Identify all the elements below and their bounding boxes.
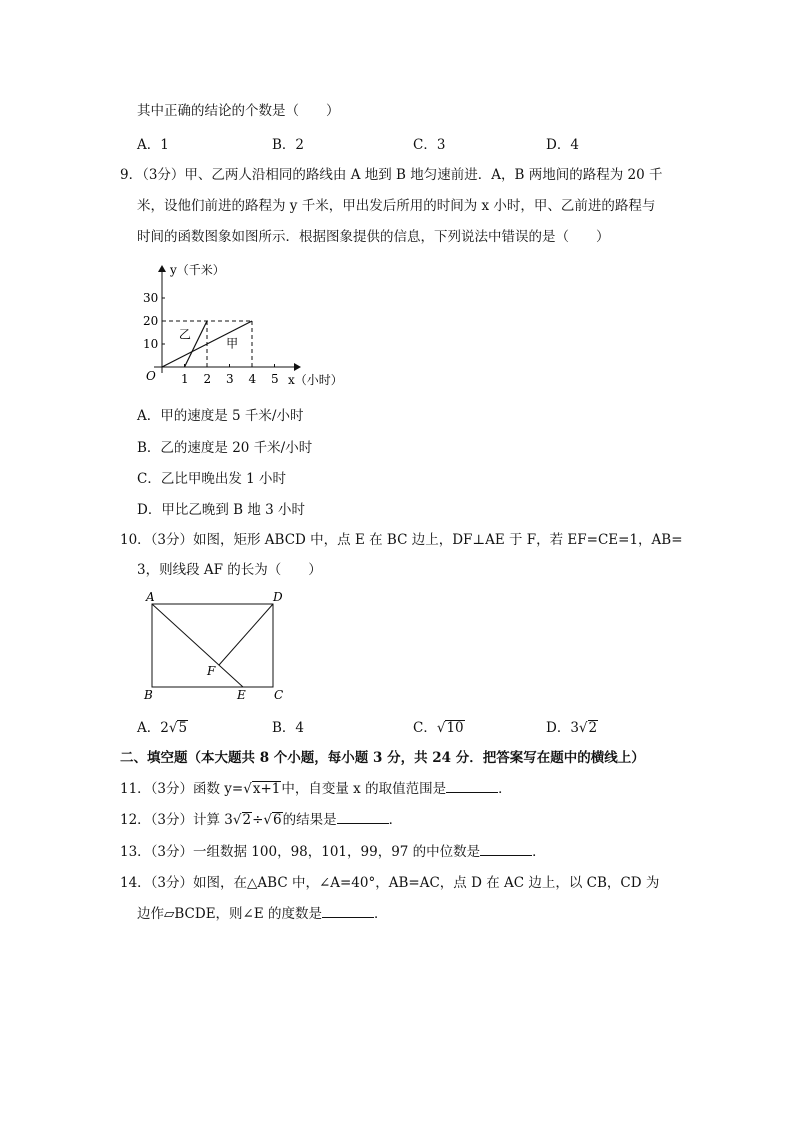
y-tick-label-30: 30 bbox=[143, 291, 159, 305]
y-axis-label: y（千米） bbox=[170, 263, 225, 277]
q14-line2: 边作▱BCDE，则∠E 的度数是 ． bbox=[137, 906, 388, 922]
q9-line1: 9．（3分）甲、乙两人沿相同的路线由 A 地到 B 地匀速前进．A，B 两地间的路程为 20 千 bbox=[120, 167, 663, 183]
q9-line3: 时间的函数图象如图所示．根据图象提供的信息，下列说法中错误的是（ ） bbox=[137, 229, 610, 245]
q10-rectangle-figure bbox=[140, 588, 290, 703]
q9-option-b: B．乙的速度是 20 千米/小时 bbox=[137, 440, 313, 456]
label-a: A bbox=[146, 590, 155, 604]
q14-line1: 14．（3分）如图，在△ABC 中，∠A=40°，AB=AC，点 D 在 AC 边上，以 CB，CD 为 bbox=[120, 875, 660, 891]
q12-line: 12．（3分）计算 3√2÷√6的结果是 ． bbox=[120, 812, 403, 828]
q10-option-a: A．2√5 bbox=[137, 720, 188, 736]
label-b: B bbox=[144, 688, 153, 702]
q12-answer-blank bbox=[337, 810, 389, 824]
series-label-yi: 乙 bbox=[178, 327, 191, 342]
q9-option-a: A．甲的速度是 5 千米/小时 bbox=[137, 408, 304, 424]
q8-option-c: C．3 bbox=[413, 137, 446, 153]
x-tick-label-4: 4 bbox=[248, 372, 257, 386]
q10-option-d: D．3√2 bbox=[546, 720, 598, 736]
q10-line1: 10．（3分）如图，矩形 ABCD 中，点 E 在 BC 边上，DF⊥AE 于 F，若 EF=CE=1，AB= bbox=[120, 532, 683, 548]
origin-label: O bbox=[146, 369, 156, 383]
x-tick-label-2: 2 bbox=[203, 372, 212, 386]
segment-ae bbox=[152, 604, 243, 687]
q8-option-d: D．4 bbox=[546, 137, 579, 153]
q9-option-c: C．乙比甲晚出发 1 小时 bbox=[137, 471, 287, 487]
section2-heading: 二、填空题（本大题共 8 个小题，每小题 3 分，共 24 分．把答案写在题中的横线上） bbox=[120, 750, 645, 766]
q14-answer-blank bbox=[322, 904, 374, 918]
x-tick-label-3: 3 bbox=[226, 372, 234, 386]
q8-option-b: B．2 bbox=[272, 137, 305, 153]
q11-answer-blank bbox=[446, 779, 498, 793]
q10-line2: 3，则线段 AF 的长为（ ） bbox=[137, 562, 322, 578]
y-tick-label-20: 20 bbox=[143, 314, 159, 328]
label-f: F bbox=[207, 664, 216, 678]
q13-answer-blank bbox=[480, 842, 532, 856]
q9-option-d: D．甲比乙晚到 B 地 3 小时 bbox=[137, 502, 305, 518]
label-c: C bbox=[274, 688, 284, 702]
x-tick-label-1: 1 bbox=[181, 372, 189, 386]
q11-line: 11．（3分）函数 y=√x+1中，自变量 x 的取值范围是 ． bbox=[120, 781, 512, 797]
series-line-jia bbox=[162, 321, 252, 367]
label-e: E bbox=[237, 688, 246, 702]
y-tick-label-10: 10 bbox=[143, 337, 159, 351]
series-label-jia: 甲 bbox=[226, 336, 239, 351]
q13-line: 13．（3分）一组数据 100，98，101，99，97 的中位数是 ． bbox=[120, 844, 546, 860]
q10-option-b: B．4 bbox=[272, 720, 305, 736]
x-axis-label: x（小时） bbox=[288, 373, 343, 387]
q9-graph bbox=[135, 258, 365, 394]
q9-line2: 米，设他们前进的路程为 y 千米，甲出发后所用的时间为 x 小时，甲、乙前进的路程与 bbox=[137, 198, 656, 214]
label-d: D bbox=[273, 590, 283, 604]
q8-tail: 其中正确的结论的个数是（ ） bbox=[137, 103, 340, 119]
x-tick-label-5: 5 bbox=[271, 372, 279, 386]
segment-df bbox=[219, 604, 273, 665]
q10-option-c: C．√10 bbox=[413, 720, 464, 736]
q8-option-a: A．1 bbox=[137, 137, 169, 153]
